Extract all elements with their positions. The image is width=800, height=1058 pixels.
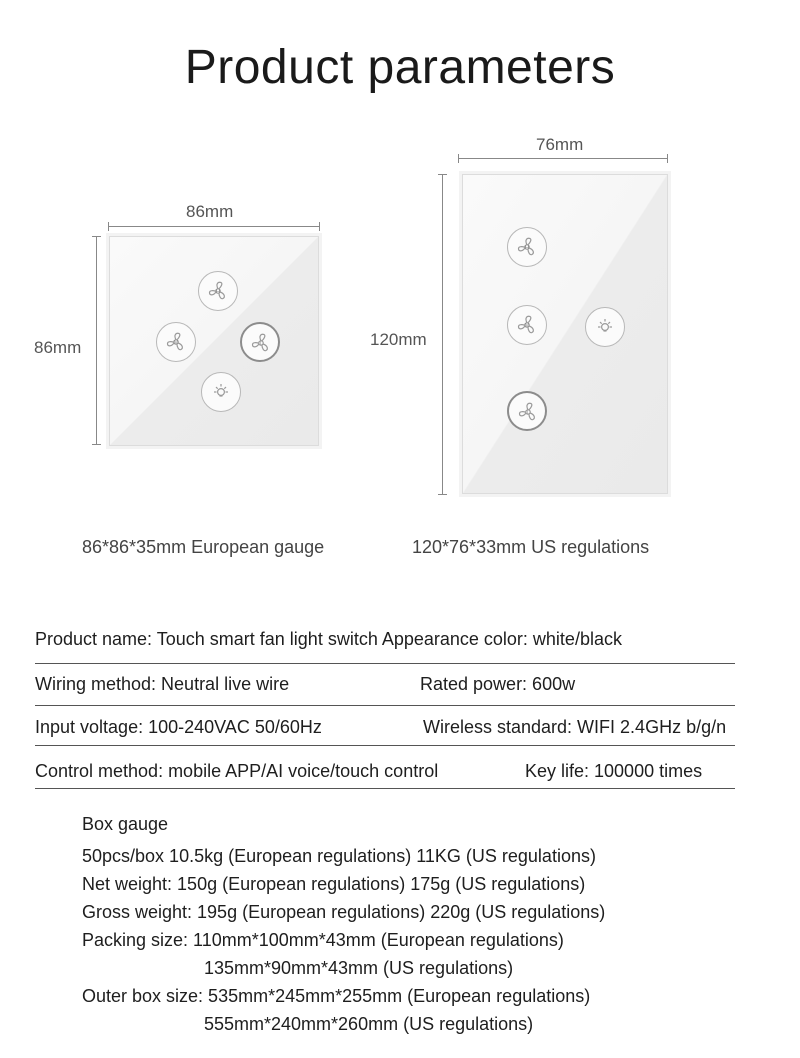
light-bulb-icon xyxy=(209,380,233,404)
box-packing-size-us: 135mm*90mm*43mm (US regulations) xyxy=(204,958,514,978)
fan-speed-mark: L xyxy=(526,410,530,417)
box-outer-size-us: 555mm*240mm*260mm (US regulations) xyxy=(204,1014,534,1034)
page-title: Product parameters xyxy=(184,41,616,94)
box-outer-size-eu: Outer box size: 535mm*245mm*255mm (European regulations) xyxy=(82,986,591,1006)
eu-light-button[interactable] xyxy=(201,372,241,412)
box-gauge-heading: Box gauge xyxy=(82,814,169,834)
eu-fan-medium-button[interactable] xyxy=(156,322,196,362)
us-height-label: 120mm xyxy=(370,330,427,349)
us-switch-panel xyxy=(462,174,668,494)
spec-wiring-method: Wiring method: Neutral live wire xyxy=(35,674,290,694)
eu-height-label: 86mm xyxy=(34,338,82,357)
spec-control-method: Control method: mobile APP/AI voice/touch control xyxy=(35,761,439,781)
eu-caption: 86*86*35mm European gauge xyxy=(82,537,325,557)
spec-divider xyxy=(35,745,735,746)
us-width-dimension-line xyxy=(458,158,668,159)
fan-speed-mark: M xyxy=(524,323,530,330)
eu-fan-low-button[interactable] xyxy=(240,322,280,362)
fan-speed-mark: H xyxy=(525,245,529,252)
us-light-button[interactable] xyxy=(585,307,625,347)
spec-rated-power: Rated power: 600w xyxy=(420,674,576,694)
fan-icon xyxy=(515,235,539,259)
fan-icon xyxy=(515,313,539,337)
spec-input-voltage: Input voltage: 100-240VAC 50/60Hz xyxy=(35,717,322,737)
us-fan-low-button[interactable] xyxy=(507,391,547,431)
eu-fan-high-button[interactable] xyxy=(198,271,238,311)
spec-divider xyxy=(35,705,735,706)
box-pack-count: 50pcs/box 10.5kg (European regulations) 11KG (US regulations) xyxy=(82,846,596,866)
fan-speed-mark: M xyxy=(173,340,179,347)
us-caption: 120*76*33mm US regulations xyxy=(412,537,650,557)
eu-switch-panel xyxy=(109,236,319,446)
spec-product-name: Product name: Touch smart fan light switch Appearance color: white/black xyxy=(35,629,622,649)
us-fan-high-button[interactable] xyxy=(507,227,547,267)
spec-key-life: Key life: 100000 times xyxy=(525,761,703,781)
box-gross-weight: Gross weight: 195g (European regulations) 220g (US regulations) xyxy=(82,902,606,922)
spec-divider xyxy=(35,788,735,789)
fan-icon xyxy=(164,330,188,354)
spec-divider xyxy=(35,663,735,664)
eu-height-dimension-line xyxy=(96,236,97,445)
spec-wireless-standard: Wireless standard: WIFI 2.4GHz b/g/n xyxy=(423,717,727,737)
eu-width-dimension-line xyxy=(108,226,320,227)
light-bulb-icon xyxy=(593,315,617,339)
fan-icon xyxy=(516,400,540,424)
us-width-label: 76mm xyxy=(536,135,584,154)
us-fan-medium-button[interactable] xyxy=(507,305,547,345)
fan-speed-mark: H xyxy=(216,289,220,296)
fan-speed-mark: L xyxy=(259,341,263,348)
eu-width-label: 86mm xyxy=(186,202,234,221)
fan-icon xyxy=(206,279,230,303)
fan-icon xyxy=(249,331,273,355)
us-height-dimension-line xyxy=(442,174,443,495)
box-net-weight: Net weight: 150g (European regulations) 175g (US regulations) xyxy=(82,874,586,894)
box-packing-size-eu: Packing size: 110mm*100mm*43mm (European regulations) xyxy=(82,930,564,950)
